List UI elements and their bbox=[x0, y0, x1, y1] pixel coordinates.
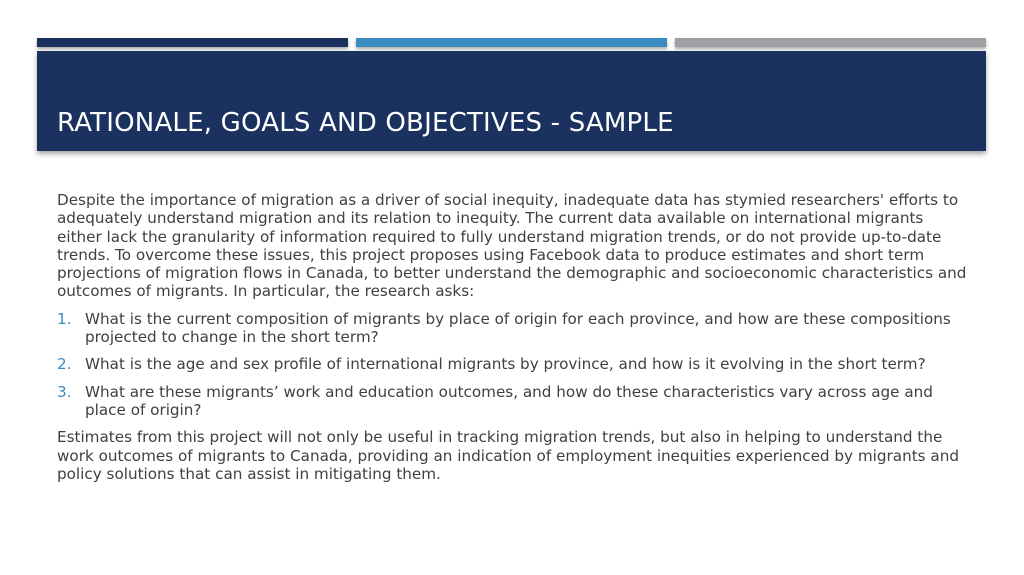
list-item bbox=[57, 355, 969, 373]
list-item bbox=[57, 383, 969, 420]
closing-paragraph: Estimates from this project will not only be useful in tracking migration trends, but also in helping to understand the work outcomes of migrants to Canada, providing an indication of employment inequities experienced by migrants and policy solutions that can assist in mitigating them. bbox=[57, 428, 959, 483]
accent-bar-blue bbox=[356, 38, 667, 47]
intro-paragraph: Despite the importance of migration as a driver of social inequity, inadequate data has stymied researchers' efforts to adequately understand migration and its relation to inequity. The current data available on international migrants either lack the granularity of information required to fully understand migration trends, or do not provide up-to-date trends. To overcome these issues, this project proposes using Facebook data to produce estimates and short term projections of migration flows in Canada, to better understand the demographic and socioeconomic characteristics and outcomes of migrants. In particular, the research asks: bbox=[57, 191, 967, 301]
list-number: 1. bbox=[57, 309, 72, 328]
accent-bar-dark bbox=[37, 38, 348, 47]
list-number: 3. bbox=[57, 382, 72, 401]
research-questions bbox=[57, 310, 969, 419]
list-item-text: What is the age and sex profile of international migrants by province, and how is it evolving in the short term? bbox=[85, 355, 926, 374]
list-item bbox=[57, 310, 969, 347]
list-number: 2. bbox=[57, 355, 72, 374]
accent-bar-gray bbox=[675, 38, 986, 47]
slide-title: RATIONALE, GOALS AND OBJECTIVES - SAMPLE bbox=[57, 108, 674, 138]
slide-body bbox=[57, 191, 969, 483]
list-item-text: What are these migrants’ work and education outcomes, and how do these characteristics vary across age and place of origin? bbox=[85, 382, 933, 419]
list-item-text: What is the current composition of migrants by place of origin for each province, and how are these compositions projected to change in the short term? bbox=[85, 309, 951, 347]
title-band bbox=[37, 51, 986, 151]
